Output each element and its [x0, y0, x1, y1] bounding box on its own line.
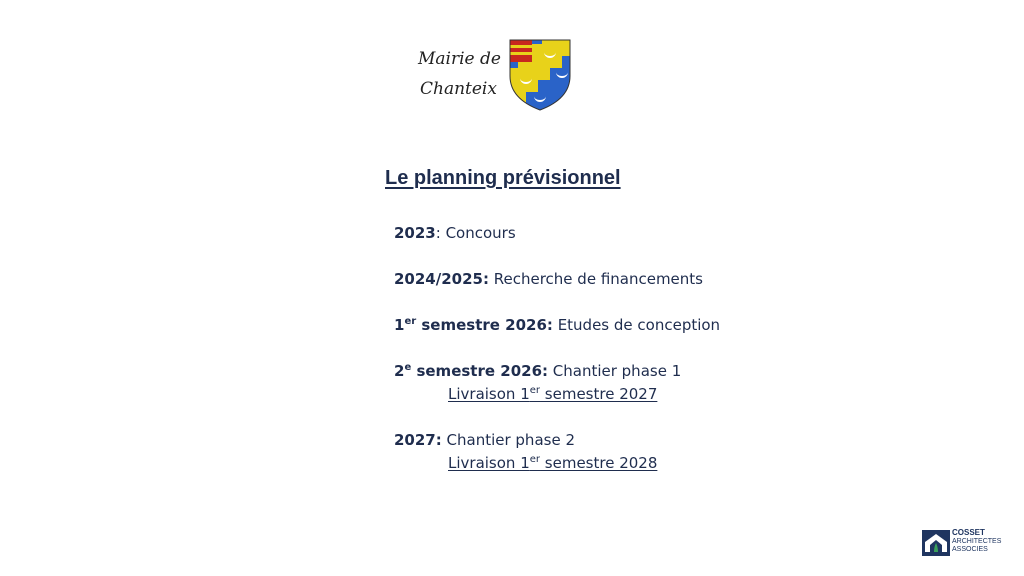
logo-line-2: Chanteix: [420, 79, 497, 99]
timeline-item-s2-2026: [394, 362, 681, 380]
timeline-item-2024-2025: [394, 270, 703, 288]
mairie-logo-text: [414, 44, 504, 104]
delivery-2028: Livraison 1er semestre 2028: [448, 454, 658, 472]
timeline-label: 1er semestre 2026:: [394, 316, 553, 334]
timeline-label: 2024/2025:: [394, 270, 489, 288]
timeline-text: : Concours: [435, 224, 516, 242]
coat-of-arms-icon: [506, 38, 574, 112]
timeline-label: 2027:: [394, 431, 442, 449]
timeline-item-2023: [394, 224, 516, 242]
timeline-item-2027: [394, 431, 575, 449]
timeline-text: Chantier phase 1: [548, 362, 682, 380]
brand-line-2: ARCHITECTES: [952, 537, 1002, 545]
delivery-2027: Livraison 1er semestre 2027: [448, 385, 658, 403]
cosset-logo-icon: [922, 530, 950, 556]
brand-line-1: COSSET: [952, 528, 985, 537]
timeline-text: Chantier phase 2: [441, 431, 575, 449]
timeline-label: 2023: [394, 224, 436, 242]
cosset-brand: [952, 529, 1001, 555]
brand-line-3: ASSOCIES: [952, 546, 988, 553]
timeline-text: Etudes de conception: [552, 316, 721, 334]
timeline-text: Recherche de financements: [488, 270, 703, 288]
timeline-label: 2e semestre 2026:: [394, 362, 548, 380]
logo-line-1: Mairie de: [418, 49, 501, 69]
page-title: Le planning prévisionnel: [385, 167, 621, 189]
timeline-item-s1-2026: [394, 316, 720, 334]
